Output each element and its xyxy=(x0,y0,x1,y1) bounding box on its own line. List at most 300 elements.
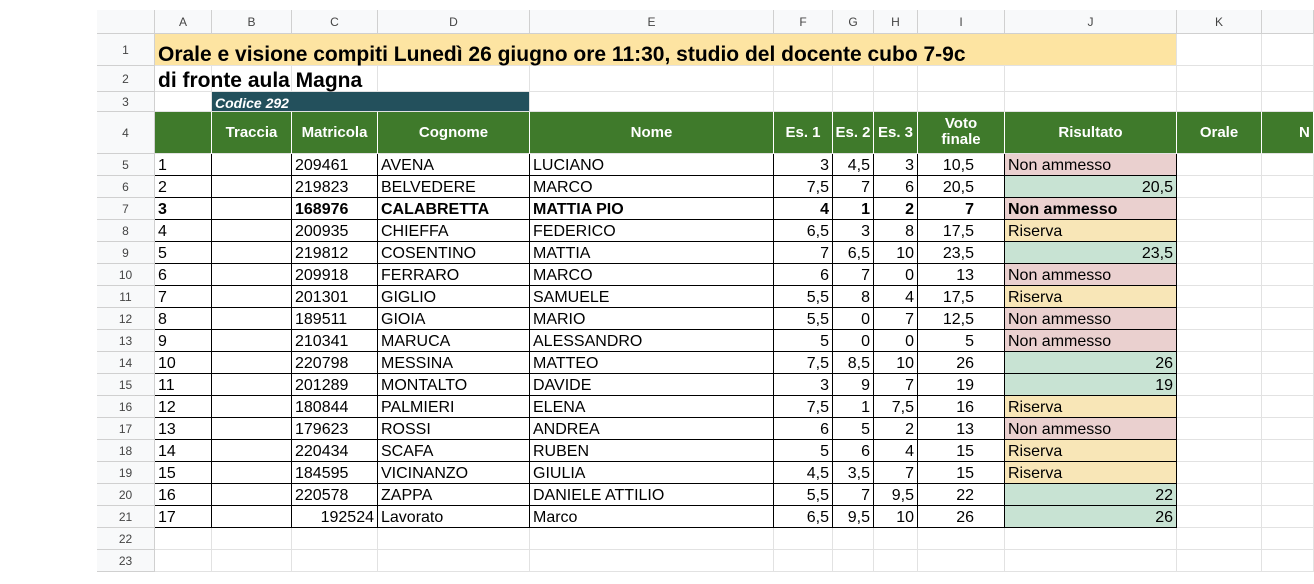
row-header-8[interactable]: 8 xyxy=(97,220,155,242)
cognome-cell[interactable]: GIOIA xyxy=(378,308,530,330)
grid-cell[interactable] xyxy=(1177,352,1262,374)
traccia-cell[interactable] xyxy=(212,418,292,440)
es2-cell[interactable]: 0 xyxy=(833,308,874,330)
row-header-21[interactable]: 21 xyxy=(97,506,155,528)
row-header-2[interactable]: 2 xyxy=(97,66,155,92)
es2-cell[interactable]: 6,5 xyxy=(833,242,874,264)
es2-cell[interactable]: 6 xyxy=(833,440,874,462)
row-number-cell[interactable]: 11 xyxy=(155,374,212,396)
header-es1[interactable]: Es. 1 xyxy=(774,112,833,154)
nome-cell[interactable]: GIULIA xyxy=(530,462,774,484)
grid-cell[interactable] xyxy=(918,66,1005,92)
column-header-l[interactable] xyxy=(1262,10,1314,34)
header-risultato[interactable]: Risultato xyxy=(1005,112,1177,154)
grid-cell[interactable] xyxy=(1005,66,1177,92)
grid-cell[interactable] xyxy=(774,528,833,550)
nome-cell[interactable]: ALESSANDRO xyxy=(530,330,774,352)
es3-cell[interactable]: 0 xyxy=(874,330,918,352)
grid-cell[interactable] xyxy=(833,92,874,112)
row-number-cell[interactable]: 5 xyxy=(155,242,212,264)
matricola-cell[interactable]: 220578 xyxy=(292,484,378,506)
header-a[interactable] xyxy=(155,112,212,154)
es3-cell[interactable]: 7 xyxy=(874,374,918,396)
row-header-7[interactable]: 7 xyxy=(97,198,155,220)
nome-cell[interactable]: ANDREA xyxy=(530,418,774,440)
grid-cell[interactable] xyxy=(1177,330,1262,352)
nome-cell[interactable]: MATTIA PIO xyxy=(530,198,774,220)
grid-cell[interactable] xyxy=(774,550,833,572)
traccia-cell[interactable] xyxy=(212,242,292,264)
risultato-cell[interactable]: Non ammesso xyxy=(1005,264,1177,286)
es1-cell[interactable]: 5,5 xyxy=(774,308,833,330)
row-header-20[interactable]: 20 xyxy=(97,484,155,506)
grid-cell[interactable] xyxy=(530,550,774,572)
grid-cell[interactable] xyxy=(1177,286,1262,308)
row-number-cell[interactable]: 16 xyxy=(155,484,212,506)
column-header-f[interactable]: F xyxy=(774,10,833,34)
voto-finale-cell[interactable]: 15 xyxy=(918,440,1005,462)
grid-cell[interactable] xyxy=(1177,34,1262,66)
grid-cell[interactable] xyxy=(1177,198,1262,220)
grid-cell[interactable] xyxy=(1262,528,1314,550)
row-header-17[interactable]: 17 xyxy=(97,418,155,440)
grid-cell[interactable] xyxy=(1262,396,1314,418)
row-header-12[interactable]: 12 xyxy=(97,308,155,330)
grid-cell[interactable] xyxy=(1262,242,1314,264)
matricola-cell[interactable]: 220434 xyxy=(292,440,378,462)
voto-finale-cell[interactable]: 26 xyxy=(918,506,1005,528)
matricola-cell[interactable]: 180844 xyxy=(292,396,378,418)
header-next[interactable]: N xyxy=(1262,112,1314,154)
es2-cell[interactable]: 7 xyxy=(833,176,874,198)
traccia-cell[interactable] xyxy=(212,462,292,484)
voto-finale-cell[interactable]: 7 xyxy=(918,198,1005,220)
es3-cell[interactable]: 7 xyxy=(874,308,918,330)
grid-cell[interactable] xyxy=(530,66,774,92)
grid-cell[interactable] xyxy=(1262,66,1314,92)
row-header-19[interactable]: 19 xyxy=(97,462,155,484)
voto-finale-cell[interactable]: 17,5 xyxy=(918,286,1005,308)
row-number-cell[interactable]: 14 xyxy=(155,440,212,462)
es1-cell[interactable]: 6 xyxy=(774,264,833,286)
column-header-k[interactable]: K xyxy=(1177,10,1262,34)
es1-cell[interactable]: 6,5 xyxy=(774,220,833,242)
row-header-23[interactable]: 23 xyxy=(97,550,155,572)
cognome-cell[interactable]: CALABRETTA xyxy=(378,198,530,220)
cognome-cell[interactable]: CHIEFFA xyxy=(378,220,530,242)
header-nome[interactable]: Nome xyxy=(530,112,774,154)
row-number-cell[interactable]: 15 xyxy=(155,462,212,484)
es3-cell[interactable]: 10 xyxy=(874,242,918,264)
traccia-cell[interactable] xyxy=(212,220,292,242)
risultato-cell[interactable]: Riserva xyxy=(1005,462,1177,484)
traccia-cell[interactable] xyxy=(212,440,292,462)
grid-cell[interactable] xyxy=(1262,462,1314,484)
risultato-cell[interactable]: Riserva xyxy=(1005,440,1177,462)
cognome-cell[interactable]: PALMIERI xyxy=(378,396,530,418)
traccia-cell[interactable] xyxy=(212,176,292,198)
es2-cell[interactable]: 7 xyxy=(833,264,874,286)
cognome-cell[interactable]: SCAFA xyxy=(378,440,530,462)
matricola-cell[interactable]: 219812 xyxy=(292,242,378,264)
header-voto-finale[interactable] xyxy=(918,112,1005,154)
risultato-cell[interactable]: 20,5 xyxy=(1005,176,1177,198)
grid-cell[interactable] xyxy=(918,528,1005,550)
cognome-cell[interactable]: GIGLIO xyxy=(378,286,530,308)
grid-cell[interactable] xyxy=(1177,550,1262,572)
header-matricola[interactable]: Matricola xyxy=(292,112,378,154)
grid-cell[interactable] xyxy=(1177,92,1262,112)
row-header-22[interactable]: 22 xyxy=(97,528,155,550)
nome-cell[interactable]: FEDERICO xyxy=(530,220,774,242)
es3-cell[interactable]: 2 xyxy=(874,418,918,440)
grid-cell[interactable] xyxy=(774,92,833,112)
voto-finale-cell[interactable]: 23,5 xyxy=(918,242,1005,264)
es1-cell[interactable]: 5 xyxy=(774,330,833,352)
risultato-cell[interactable]: 26 xyxy=(1005,352,1177,374)
voto-finale-cell[interactable]: 19 xyxy=(918,374,1005,396)
grid-cell[interactable] xyxy=(212,528,292,550)
grid-cell[interactable] xyxy=(378,550,530,572)
column-header-e[interactable]: E xyxy=(530,10,774,34)
risultato-cell[interactable]: 23,5 xyxy=(1005,242,1177,264)
es1-cell[interactable]: 7,5 xyxy=(774,396,833,418)
es2-cell[interactable]: 3 xyxy=(833,220,874,242)
grid-cell[interactable] xyxy=(292,528,378,550)
row-header-15[interactable]: 15 xyxy=(97,374,155,396)
cognome-cell[interactable]: COSENTINO xyxy=(378,242,530,264)
grid-cell[interactable] xyxy=(1177,264,1262,286)
nome-cell[interactable]: LUCIANO xyxy=(530,154,774,176)
title-line-2[interactable]: di fronte aula Magna xyxy=(158,69,363,92)
grid-cell[interactable] xyxy=(874,92,918,112)
cognome-cell[interactable]: AVENA xyxy=(378,154,530,176)
header-voto-line1: Voto xyxy=(944,114,978,132)
grid-cell[interactable] xyxy=(1177,242,1262,264)
es2-cell[interactable]: 7 xyxy=(833,484,874,506)
matricola-cell[interactable]: 219823 xyxy=(292,176,378,198)
es1-cell[interactable]: 6 xyxy=(774,418,833,440)
grid-cell[interactable] xyxy=(874,528,918,550)
es3-cell[interactable]: 9,5 xyxy=(874,484,918,506)
column-header-i[interactable]: I xyxy=(918,10,1005,34)
row-header-3[interactable]: 3 xyxy=(97,92,155,112)
risultato-cell[interactable]: Non ammesso xyxy=(1005,330,1177,352)
grid-cell[interactable] xyxy=(774,66,833,92)
grid-cell[interactable] xyxy=(1177,308,1262,330)
nome-cell[interactable]: DANIELE ATTILIO xyxy=(530,484,774,506)
grid-cell[interactable] xyxy=(530,92,774,112)
grid-cell[interactable] xyxy=(1262,198,1314,220)
grid-cell[interactable] xyxy=(1177,396,1262,418)
matricola-cell[interactable]: 184595 xyxy=(292,462,378,484)
row-header-5[interactable]: 5 xyxy=(97,154,155,176)
grid-cell[interactable] xyxy=(833,528,874,550)
es1-cell[interactable]: 6,5 xyxy=(774,506,833,528)
grid-cell[interactable] xyxy=(1262,506,1314,528)
matricola-cell[interactable]: 201289 xyxy=(292,374,378,396)
cognome-cell[interactable]: BELVEDERE xyxy=(378,176,530,198)
cognome-cell[interactable]: MESSINA xyxy=(378,352,530,374)
traccia-cell[interactable] xyxy=(212,506,292,528)
grid-cell[interactable] xyxy=(1262,418,1314,440)
matricola-cell[interactable]: 209918 xyxy=(292,264,378,286)
es2-cell[interactable]: 3,5 xyxy=(833,462,874,484)
cognome-cell[interactable]: MONTALTO xyxy=(378,374,530,396)
matricola-cell[interactable]: 220798 xyxy=(292,352,378,374)
grid-cell[interactable] xyxy=(1177,462,1262,484)
grid-cell[interactable] xyxy=(874,66,918,92)
risultato-cell[interactable]: Non ammesso xyxy=(1005,154,1177,176)
risultato-cell[interactable]: Riserva xyxy=(1005,396,1177,418)
grid-cell[interactable] xyxy=(874,550,918,572)
voto-finale-cell[interactable]: 16 xyxy=(918,396,1005,418)
grid-cell[interactable] xyxy=(1262,92,1314,112)
row-number-cell[interactable]: 4 xyxy=(155,220,212,242)
grid-cell[interactable] xyxy=(918,550,1005,572)
grid-cell[interactable] xyxy=(1262,550,1314,572)
grid-cell[interactable] xyxy=(833,550,874,572)
nome-cell[interactable]: Marco xyxy=(530,506,774,528)
es3-cell[interactable]: 0 xyxy=(874,264,918,286)
nome-cell[interactable]: MARCO xyxy=(530,176,774,198)
grid-cell[interactable] xyxy=(1177,374,1262,396)
codice-label[interactable]: Codice 292 xyxy=(212,92,530,112)
es2-cell[interactable]: 9 xyxy=(833,374,874,396)
grid-cell[interactable] xyxy=(1262,352,1314,374)
grid-cell[interactable] xyxy=(1262,286,1314,308)
risultato-cell[interactable]: Non ammesso xyxy=(1005,198,1177,220)
header-traccia[interactable]: Traccia xyxy=(212,112,292,154)
traccia-cell[interactable] xyxy=(212,396,292,418)
voto-finale-cell[interactable]: 17,5 xyxy=(918,220,1005,242)
es1-cell[interactable]: 4 xyxy=(774,198,833,220)
traccia-cell[interactable] xyxy=(212,198,292,220)
grid-cell[interactable] xyxy=(155,528,212,550)
grid-cell[interactable] xyxy=(1177,440,1262,462)
row-header-14[interactable]: 14 xyxy=(97,352,155,374)
voto-finale-cell[interactable]: 15 xyxy=(918,462,1005,484)
es1-cell[interactable]: 3 xyxy=(774,154,833,176)
row-number-cell[interactable]: 10 xyxy=(155,352,212,374)
nome-cell[interactable]: SAMUELE xyxy=(530,286,774,308)
es2-cell[interactable]: 8,5 xyxy=(833,352,874,374)
header-cognome[interactable]: Cognome xyxy=(378,112,530,154)
voto-finale-cell[interactable]: 13 xyxy=(918,418,1005,440)
row-header-11[interactable]: 11 xyxy=(97,286,155,308)
grid-cell[interactable] xyxy=(1177,528,1262,550)
matricola-cell[interactable]: 192524 xyxy=(292,506,378,528)
es1-cell[interactable]: 7,5 xyxy=(774,352,833,374)
row-header-9[interactable]: 9 xyxy=(97,242,155,264)
grid-cell[interactable] xyxy=(1177,220,1262,242)
voto-finale-cell[interactable]: 22 xyxy=(918,484,1005,506)
es3-cell[interactable]: 4 xyxy=(874,440,918,462)
grid-cell[interactable] xyxy=(1262,220,1314,242)
row-number-cell[interactable]: 13 xyxy=(155,418,212,440)
grid-cell[interactable] xyxy=(918,92,1005,112)
grid-cell[interactable] xyxy=(1177,66,1262,92)
header-es2[interactable]: Es. 2 xyxy=(833,112,874,154)
es3-cell[interactable]: 6 xyxy=(874,176,918,198)
nome-cell[interactable]: DAVIDE xyxy=(530,374,774,396)
matricola-cell[interactable]: 200935 xyxy=(292,220,378,242)
row-header-6[interactable]: 6 xyxy=(97,176,155,198)
es2-cell[interactable]: 5 xyxy=(833,418,874,440)
es2-cell[interactable]: 1 xyxy=(833,198,874,220)
grid-cell[interactable] xyxy=(1005,550,1177,572)
row-header-10[interactable]: 10 xyxy=(97,264,155,286)
grid-cell[interactable] xyxy=(1262,374,1314,396)
es3-cell[interactable]: 7,5 xyxy=(874,396,918,418)
cognome-cell[interactable]: ROSSI xyxy=(378,418,530,440)
grid-cell[interactable] xyxy=(292,550,378,572)
traccia-cell[interactable] xyxy=(212,286,292,308)
column-header-c[interactable]: C xyxy=(292,10,378,34)
traccia-cell[interactable] xyxy=(212,330,292,352)
grid-cell[interactable] xyxy=(1005,528,1177,550)
voto-finale-cell[interactable]: 5 xyxy=(918,330,1005,352)
traccia-cell[interactable] xyxy=(212,374,292,396)
risultato-cell[interactable]: 19 xyxy=(1005,374,1177,396)
es1-cell[interactable]: 4,5 xyxy=(774,462,833,484)
risultato-cell[interactable]: Riserva xyxy=(1005,286,1177,308)
matricola-cell[interactable]: 201301 xyxy=(292,286,378,308)
risultato-cell[interactable]: 26 xyxy=(1005,506,1177,528)
voto-finale-cell[interactable]: 26 xyxy=(918,352,1005,374)
nome-cell[interactable]: MATTIA xyxy=(530,242,774,264)
grid-cell[interactable] xyxy=(155,550,212,572)
grid-cell[interactable] xyxy=(1177,484,1262,506)
row-number-cell[interactable]: 17 xyxy=(155,506,212,528)
grid-cell[interactable] xyxy=(1177,506,1262,528)
row-number-cell[interactable]: 12 xyxy=(155,396,212,418)
grid-cell[interactable] xyxy=(1262,330,1314,352)
matricola-cell[interactable]: 210341 xyxy=(292,330,378,352)
grid-cell[interactable] xyxy=(1262,34,1314,66)
risultato-cell[interactable]: Riserva xyxy=(1005,220,1177,242)
grid-cell[interactable] xyxy=(1177,176,1262,198)
row-number-cell[interactable]: 2 xyxy=(155,176,212,198)
row-number-cell[interactable]: 9 xyxy=(155,330,212,352)
es1-cell[interactable]: 5,5 xyxy=(774,286,833,308)
traccia-cell[interactable] xyxy=(212,264,292,286)
risultato-cell[interactable]: Non ammesso xyxy=(1005,418,1177,440)
es3-cell[interactable]: 7 xyxy=(874,462,918,484)
nome-cell[interactable]: RUBEN xyxy=(530,440,774,462)
es1-cell[interactable]: 5,5 xyxy=(774,484,833,506)
risultato-cell[interactable]: 22 xyxy=(1005,484,1177,506)
traccia-cell[interactable] xyxy=(212,308,292,330)
grid-cell[interactable] xyxy=(378,528,530,550)
title-line-1[interactable]: Orale e visione compiti Lunedì 26 giugno ore 11:30, studio del docente cubo 7-9c xyxy=(158,43,966,66)
voto-finale-cell[interactable]: 13 xyxy=(918,264,1005,286)
grid-cell[interactable] xyxy=(155,92,212,112)
voto-finale-cell[interactable]: 20,5 xyxy=(918,176,1005,198)
column-header-b[interactable]: B xyxy=(212,10,292,34)
cognome-cell[interactable]: MARUCA xyxy=(378,330,530,352)
es2-cell[interactable]: 0 xyxy=(833,330,874,352)
es2-cell[interactable]: 9,5 xyxy=(833,506,874,528)
column-header-h[interactable]: H xyxy=(874,10,918,34)
row-header-16[interactable]: 16 xyxy=(97,396,155,418)
es3-cell[interactable]: 4 xyxy=(874,286,918,308)
row-number-cell[interactable]: 6 xyxy=(155,264,212,286)
es3-cell[interactable]: 8 xyxy=(874,220,918,242)
row-number-cell[interactable]: 1 xyxy=(155,154,212,176)
row-number-cell[interactable]: 3 xyxy=(155,198,212,220)
es3-cell[interactable]: 10 xyxy=(874,352,918,374)
header-orale[interactable]: Orale xyxy=(1177,112,1262,154)
grid-cell[interactable] xyxy=(1262,484,1314,506)
es1-cell[interactable]: 5 xyxy=(774,440,833,462)
row-header-4[interactable]: 4 xyxy=(97,112,155,154)
nome-cell[interactable]: MARIO xyxy=(530,308,774,330)
grid-cell[interactable] xyxy=(212,550,292,572)
cognome-cell[interactable]: FERRARO xyxy=(378,264,530,286)
grid-cell[interactable] xyxy=(1262,264,1314,286)
es2-cell[interactable]: 1 xyxy=(833,396,874,418)
grid-cell[interactable] xyxy=(1177,154,1262,176)
cognome-cell[interactable]: ZAPPA xyxy=(378,484,530,506)
es2-cell[interactable]: 4,5 xyxy=(833,154,874,176)
traccia-cell[interactable] xyxy=(212,352,292,374)
nome-cell[interactable]: ELENA xyxy=(530,396,774,418)
es1-cell[interactable]: 7 xyxy=(774,242,833,264)
es3-cell[interactable]: 10 xyxy=(874,506,918,528)
column-header-j[interactable]: J xyxy=(1005,10,1177,34)
traccia-cell[interactable] xyxy=(212,484,292,506)
header-voto-line2: finale xyxy=(941,131,981,148)
es1-cell[interactable]: 3 xyxy=(774,374,833,396)
matricola-cell[interactable]: 168976 xyxy=(292,198,378,220)
es3-cell[interactable]: 3 xyxy=(874,154,918,176)
column-header-a[interactable]: A xyxy=(155,10,212,34)
matricola-cell[interactable]: 189511 xyxy=(292,308,378,330)
nome-cell[interactable]: MATTEO xyxy=(530,352,774,374)
grid-cell[interactable] xyxy=(833,66,874,92)
row-number-cell[interactable]: 7 xyxy=(155,286,212,308)
cognome-cell[interactable]: VICINANZO xyxy=(378,462,530,484)
voto-finale-cell[interactable]: 12,5 xyxy=(918,308,1005,330)
grid-cell[interactable] xyxy=(1262,176,1314,198)
traccia-cell[interactable] xyxy=(212,154,292,176)
header-es3[interactable]: Es. 3 xyxy=(874,112,918,154)
column-header-d[interactable]: D xyxy=(378,10,530,34)
matricola-cell[interactable]: 209461 xyxy=(292,154,378,176)
select-all-corner[interactable] xyxy=(97,10,155,34)
es2-cell[interactable]: 8 xyxy=(833,286,874,308)
column-header-g[interactable]: G xyxy=(833,10,874,34)
row-header-1[interactable]: 1 xyxy=(97,34,155,66)
risultato-cell[interactable]: Non ammesso xyxy=(1005,308,1177,330)
grid-cell[interactable] xyxy=(1005,92,1177,112)
grid-cell[interactable] xyxy=(530,528,774,550)
es3-cell[interactable]: 2 xyxy=(874,198,918,220)
row-header-18[interactable]: 18 xyxy=(97,440,155,462)
row-number-cell[interactable]: 8 xyxy=(155,308,212,330)
cognome-cell[interactable]: Lavorato xyxy=(378,506,530,528)
matricola-cell[interactable]: 179623 xyxy=(292,418,378,440)
grid-cell[interactable] xyxy=(1262,440,1314,462)
nome-cell[interactable]: MARCO xyxy=(530,264,774,286)
grid-cell[interactable] xyxy=(1177,418,1262,440)
es1-cell[interactable]: 7,5 xyxy=(774,176,833,198)
grid-cell[interactable] xyxy=(1262,308,1314,330)
voto-finale-cell[interactable]: 10,5 xyxy=(918,154,1005,176)
row-header-13[interactable]: 13 xyxy=(97,330,155,352)
grid-cell[interactable] xyxy=(1262,154,1314,176)
